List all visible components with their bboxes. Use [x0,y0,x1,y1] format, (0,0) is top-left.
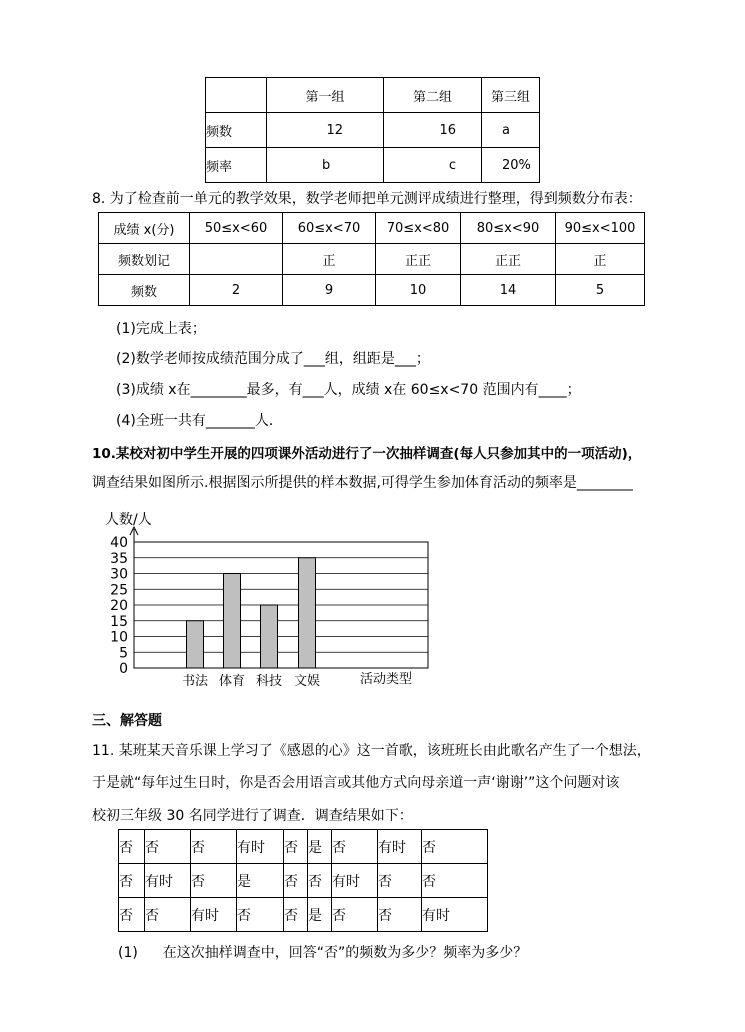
table-cell: 有时 [145,864,191,898]
table-cell: 否 [284,898,308,932]
table-cell: 否 [332,830,378,864]
table-cell: 否 [119,898,145,932]
q10-text: 10.某校对初中学生开展的四项课外活动进行了一次抽样调查(每人只参加其中的一项活动)， [92,446,642,462]
tally-cell [190,244,283,275]
count-cell: 14 [461,275,556,306]
count-cell: 10 [376,275,461,306]
q8-sub2: (2)数学老师按成绩范围分成了___组，组距是___； [116,351,430,367]
table-cell: 有时 [378,830,422,864]
table-cell: c [384,148,482,183]
table-row [206,113,540,148]
count-cell: 2 [190,275,283,306]
x-category-label: 科技 [255,674,283,689]
table-cell: 否 [378,898,422,932]
y-tick-label: 10 [110,629,128,646]
tally-cell: 正正 [376,244,461,275]
table-cell: 否 [284,864,308,898]
q11-line1: 11. 某班某天音乐课上学习了《感恩的心》这一首歌，该班班长由此歌名产生了一个想法， [92,743,651,759]
x-category-label: 文娱 [293,674,321,689]
table-header: 90≤x<100 [556,213,645,244]
table-row [119,864,488,898]
table-cell: 否 [422,830,488,864]
table-cell: 否 [237,898,284,932]
table-header: 第二组 [384,78,482,113]
x-category-label: 书法 [181,674,209,689]
table-row [206,78,540,113]
table-cell: b [267,148,384,183]
table-cell [206,78,267,113]
row-label: 频数划记 [99,244,190,275]
table-cell: 否 [145,830,191,864]
table-cell: 20% [482,148,540,183]
table-cell: 否 [119,864,145,898]
bar-chart [100,505,440,695]
table-cell: 否 [308,864,332,898]
q11-line2: 于是就“每年过生日时，你是否会用语言或其他方式向母亲道一声‘谢谢’”这个问题对该 [92,775,620,791]
table-header: 60≤x<70 [283,213,376,244]
y-tick-label: 40 [110,535,128,551]
q10-line2: 调查结果如图所示.根据图示所提供的样本数据,可得学生参加体育活动的频率是________ [92,475,633,491]
bar-科技 [261,605,278,668]
y-tick-label: 15 [110,613,128,630]
bar-文娱 [299,558,316,668]
table-cell: 否 [332,898,378,932]
table-header: 第一组 [267,78,384,113]
x-category-labels [182,673,320,689]
table-cell: 否 [191,864,237,898]
table-row [99,275,645,306]
table-row [119,830,488,864]
group-table [205,77,540,183]
y-axis-label: 人数/人 [105,512,152,528]
survey-table [118,829,488,932]
row-label: 频数 [206,113,267,148]
y-tick-labels [110,535,128,677]
tally-cell: 正正 [461,244,556,275]
score-table [98,212,645,306]
bar-layer [187,558,316,668]
table-cell: 有时 [237,830,284,864]
table-cell: 否 [378,864,422,898]
table-cell: 有时 [191,898,237,932]
bar-体育 [224,574,241,669]
q8-prompt: 8. 为了检查前一单元的教学效果，数学老师把单元测评成绩进行整理，得到频数分布表： [92,191,642,207]
table-cell: 否 [119,830,145,864]
y-tick-label: 30 [110,566,128,583]
table-cell: 是 [237,864,284,898]
table-row [99,244,645,275]
table-cell: 是 [308,830,332,864]
q8-sub3: (3)成绩 x在________最多，有___人，成绩 x在 60≤x<70 范围内有____； [116,382,581,398]
table-row [119,898,488,932]
table-cell: 否 [422,864,488,898]
q8-sub4: (4)全班一共有_______人． [116,413,283,429]
bar-书法 [187,621,204,668]
count-cell: 5 [556,275,645,306]
y-tick-label: 0 [119,661,128,677]
y-tick-label: 35 [110,550,128,567]
count-cell: 9 [283,275,376,306]
table-row [99,213,645,244]
table-cell: 否 [145,898,191,932]
table-header: 第三组 [482,78,540,113]
section-title: 三、解答题 [92,713,162,729]
q8-sub1: (1)完成上表； [116,321,206,337]
tally-cell: 正 [556,244,645,275]
table-header: 80≤x<90 [461,213,556,244]
y-tick-label: 25 [110,582,128,599]
table-header: 50≤x<60 [190,213,283,244]
table-cell: a [482,113,540,148]
table-cell: 有时 [332,864,378,898]
table-cell: 12 [267,113,384,148]
q11-sub1 [118,942,527,962]
x-axis-label: 活动类型 [360,672,413,687]
q11-sub1-number: (1) [118,945,138,961]
table-cell: 否 [284,830,308,864]
q10-line1 [92,442,641,462]
table-header: 70≤x<80 [376,213,461,244]
x-category-label: 体育 [218,674,246,689]
table-cell: 有时 [422,898,488,932]
table-cell: 16 [384,113,482,148]
row-label: 频率 [206,148,267,183]
q11-line3: 校初三年级 30 名同学进行了调查．调查结果如下： [92,808,413,824]
y-tick-label: 5 [119,645,128,662]
y-tick-label: 20 [110,598,128,614]
row-label: 成绩 x(分) [99,213,190,244]
grid-layer [134,558,428,653]
table-cell: 否 [191,830,237,864]
tally-cell: 正 [283,244,376,275]
row-label: 频数 [99,275,190,306]
table-cell: 是 [308,898,332,932]
table-row [206,148,540,183]
q11-sub1-text: 在这次抽样调查中，回答“否”的频数为多少？频率为多少？ [162,945,528,961]
